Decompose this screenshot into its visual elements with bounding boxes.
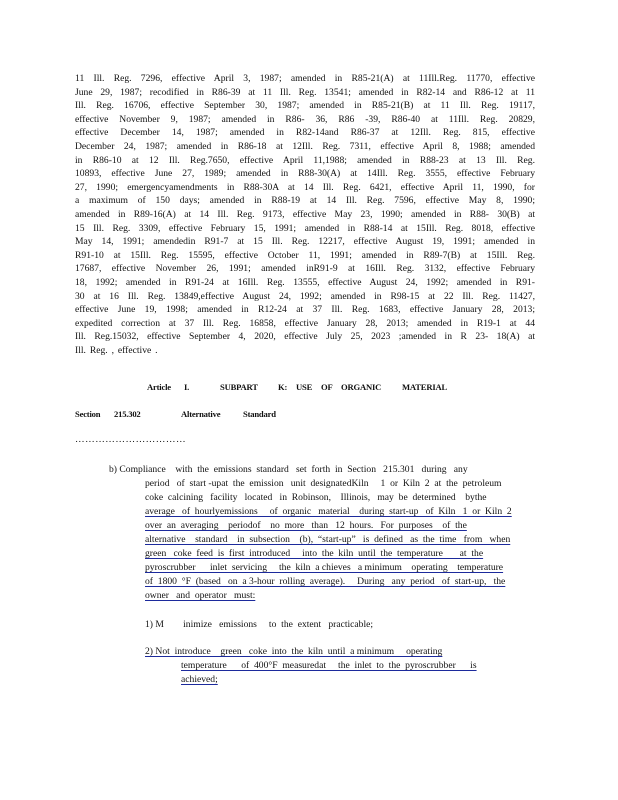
section-label: Section: [75, 409, 101, 419]
article-label: Article: [147, 382, 171, 392]
history-line: 15 Ill. Reg. 3309, effective February 15, 1991; amended in R88-14 at 15Ill. Reg. 8018, effective: [75, 222, 535, 234]
subsection-b-amended-line-5: pyroscrubber inlet servicing the kiln a chieves a minimum operating temperature: [145, 562, 504, 573]
section-number: 215.302: [114, 409, 141, 419]
omitted-text-ellipsis: ……………………………: [75, 434, 187, 445]
item-2-line-2: temperature of 400°F measuredat the inlet to the pyroscrubber is: [181, 660, 477, 671]
subpart-title-use: USE: [296, 382, 313, 392]
subsection-b-amended-line-7: owner and operator must:: [145, 590, 256, 601]
subsection-b-line-3: coke calcining facility located in Robinson, Illinois, may be determined bythe: [145, 492, 487, 503]
history-line: December 24, 1987; amended in R86-18 at 12Ill. Reg. 7311, effective April 8, 1988; amended: [75, 140, 535, 152]
history-line: 17687, effective November 26, 1991; amended inR91-9 at 16Ill. Reg. 3132, effective February: [75, 263, 535, 275]
history-line: May 14, 1991; amendedin R91-7 at 15 Ill. Reg. 12217, effective August 19, 1991; amended in: [75, 236, 535, 248]
subsection-b-line-1: b) Compliance with the emissions standard set forth in Section 215.301 during any: [109, 464, 468, 475]
item-2-line-1: 2) Not introduce green coke into the kiln until a minimum operating: [145, 646, 443, 657]
history-line: Ill. Reg. , effective .: [75, 344, 158, 356]
history-line: effective November 9, 1987; amended in R86- 36, R86 -39, R86-40 at 11Ill. Reg. 20829,: [75, 113, 535, 125]
item-2-line-3: achieved;: [181, 674, 218, 685]
history-line: Ill. Reg. 16706, effective September 30, 1987; amended in R85-21(B) at 11 Ill. Reg. 19117,: [75, 100, 535, 112]
subsection-b-amended-line-2: over an averaging periodof no more than 12 hours. For purposes of the: [145, 520, 467, 531]
history-line: in R86-10 at 12 Ill. Reg.7650, effective April 11,1988; amended in R88-23 at 13 Ill. Reg.: [75, 154, 535, 166]
history-line: 27, 1990; emergencyamendments in R88-30A at 14 Ill. Reg. 6421, effective April 11, 1990, for: [75, 181, 535, 193]
section-title-alternative: Alternative: [181, 409, 221, 419]
item-1-minimize-emissions: 1) M inimize emissions to the extent practicable;: [145, 619, 374, 630]
history-line: June 29, 1987; recodified in R86-39 at 11 Ill. Reg. 13541; amended in R82-14 and R86-12 at 11: [75, 86, 535, 98]
history-line: expedited correction at 37 Ill. Reg. 16858, effective January 28, 2013; amended in R19-1 at 44: [75, 317, 535, 329]
history-line: 18, 1992; amended in R91-24 at 16Ill. Reg. 13555, effective August 24, 1992; amended in R91-: [75, 276, 535, 288]
subpart-label: SUBPART: [220, 382, 258, 392]
article-number: I.: [184, 382, 190, 392]
history-line: effective December 14, 1987; amended in R82-14and R86-37 at 12Ill. Reg. 815, effective: [75, 127, 535, 139]
section-title-standard: Standard: [243, 409, 276, 419]
history-line: R91-10 at 15Ill. Reg. 15595, effective October 11, 1991; amended in R89-7(B) at 15Ill. Reg.: [75, 249, 535, 261]
history-line: effective June 19, 1998; amended in R12-24 at 37 Ill. Reg. 1683, effective January 28, 2013;: [75, 304, 535, 316]
subsection-b-amended-line-1: average of hourlyemissions of organic material during start-up of Kiln 1 or Kiln 2: [145, 506, 512, 517]
history-line: amended in R89-16(A) at 14 Ill. Reg. 9173, effective May 23, 1990; amended in R88- 30(B) at: [75, 208, 535, 220]
subpart-title-of: OF: [321, 382, 333, 392]
subpart-letter: K:: [278, 382, 288, 392]
subpart-title-organic: ORGANIC: [341, 382, 382, 392]
source-history-note: [75, 72, 535, 357]
history-line: 30 at 16 Ill. Reg. 13849,effective August 24, 1992; amended in R98-15 at 22 Ill. Reg. 11427,: [75, 290, 535, 302]
subsection-b-amended-line-4: green coke feed is first introduced into the kiln until the temperature at the: [145, 548, 484, 559]
subpart-title-material: MATERIAL: [402, 382, 448, 392]
history-line: 10893, effective June 27, 1989; amended in R88-30(A) at 14Ill. Reg. 3555, effective February: [75, 168, 535, 180]
subsection-b-amended-line-3: alternative standard in subsection (b), “start-up” is defined as the time from when: [145, 534, 511, 545]
history-line: 11 Ill. Reg. 7296, effective April 3, 1987; amended in R85-21(A) at 11Ill.Reg. 11770, effective: [75, 73, 535, 84]
subsection-b-amended-line-6: of 1800 °F (based on a 3-hour rolling average). During any period of start-up, the: [145, 576, 506, 587]
history-line: a maximum of 150 days; amended in R88-19 at 14 Ill. Reg. 7596, effective May 8, 1990;: [75, 195, 535, 207]
subsection-b-line-2: period of start -upat the emission unit designatedKiln 1 or Kiln 2 at the petroleum: [145, 478, 502, 489]
history-line: Ill. Reg.15032, effective September 4, 2020, effective July 25, 2023 ;amended in R 23- 18(A) at: [75, 331, 535, 343]
